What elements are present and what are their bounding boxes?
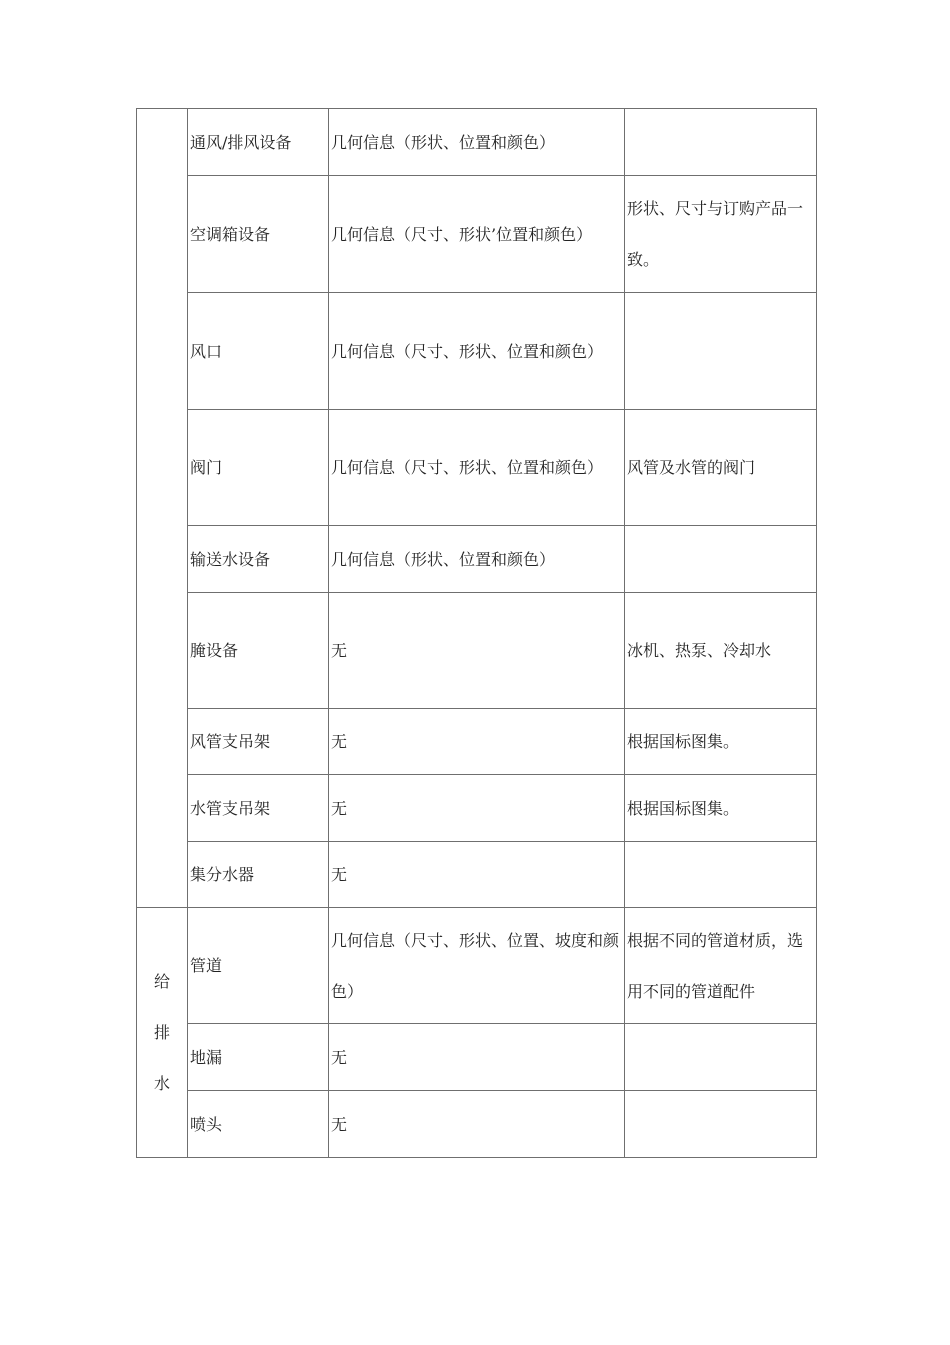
info-cell: 无 [329,842,625,908]
item-cell: 风管支吊架 [188,709,329,775]
table-row [137,842,817,908]
item-cell: 集分水器 [188,842,329,908]
info-cell: 无 [329,1091,625,1158]
note-cell [625,1024,817,1091]
note-cell: 冰机、热泵、冷却水 [625,593,817,709]
item-cell: 水管支吊架 [188,775,329,842]
info-cell: 几何信息（尺寸、形状’位置和颜色） [329,176,625,293]
category-cell-hvac [137,109,188,908]
item-cell: 风口 [188,293,329,410]
note-cell: 根据国标图集。 [625,709,817,775]
item-cell: 地漏 [188,1024,329,1091]
table-row [137,593,817,709]
table-row [137,775,817,842]
table-row [137,526,817,593]
table-row [137,109,817,176]
item-cell: 输送水设备 [188,526,329,593]
note-cell [625,1091,817,1158]
note-cell [625,526,817,593]
note-cell [625,842,817,908]
item-cell: 空调箱设备 [188,176,329,293]
item-cell: 通风/排风设备 [188,109,329,176]
note-cell: 根据不同的管道材质，选用不同的管道配件 [625,908,817,1024]
table-row [137,908,817,1024]
category-char: 排 [153,1023,170,1042]
note-cell [625,293,817,410]
table-row [137,709,817,775]
info-cell: 无 [329,593,625,709]
category-char: 水 [153,1074,170,1093]
info-cell: 几何信息（形状、位置和颜色） [329,109,625,176]
info-cell: 几何信息（尺寸、形状、位置和颜色） [329,410,625,526]
table-row [137,176,817,293]
info-cell: 无 [329,775,625,842]
table-row [137,1024,817,1091]
info-cell: 无 [329,709,625,775]
item-cell: 管道 [188,908,329,1024]
category-char: 给 [153,972,170,991]
category-cell-water [137,908,188,1158]
info-cell: 几何信息（尺寸、形状、位置、坡度和颜色） [329,908,625,1024]
info-cell: 几何信息（形状、位置和颜色） [329,526,625,593]
note-cell: 风管及水管的阀门 [625,410,817,526]
info-cell: 无 [329,1024,625,1091]
item-cell: 腌设备 [188,593,329,709]
note-cell [625,109,817,176]
table-row [137,410,817,526]
item-cell: 喷头 [188,1091,329,1158]
item-cell: 阀门 [188,410,329,526]
spec-table [136,108,817,1158]
note-cell: 根据国标图集。 [625,775,817,842]
table-row [137,293,817,410]
info-cell: 几何信息（尺寸、形状、位置和颜色） [329,293,625,410]
table-row [137,1091,817,1158]
note-cell: 形状、尺寸与订购产品一致。 [625,176,817,293]
